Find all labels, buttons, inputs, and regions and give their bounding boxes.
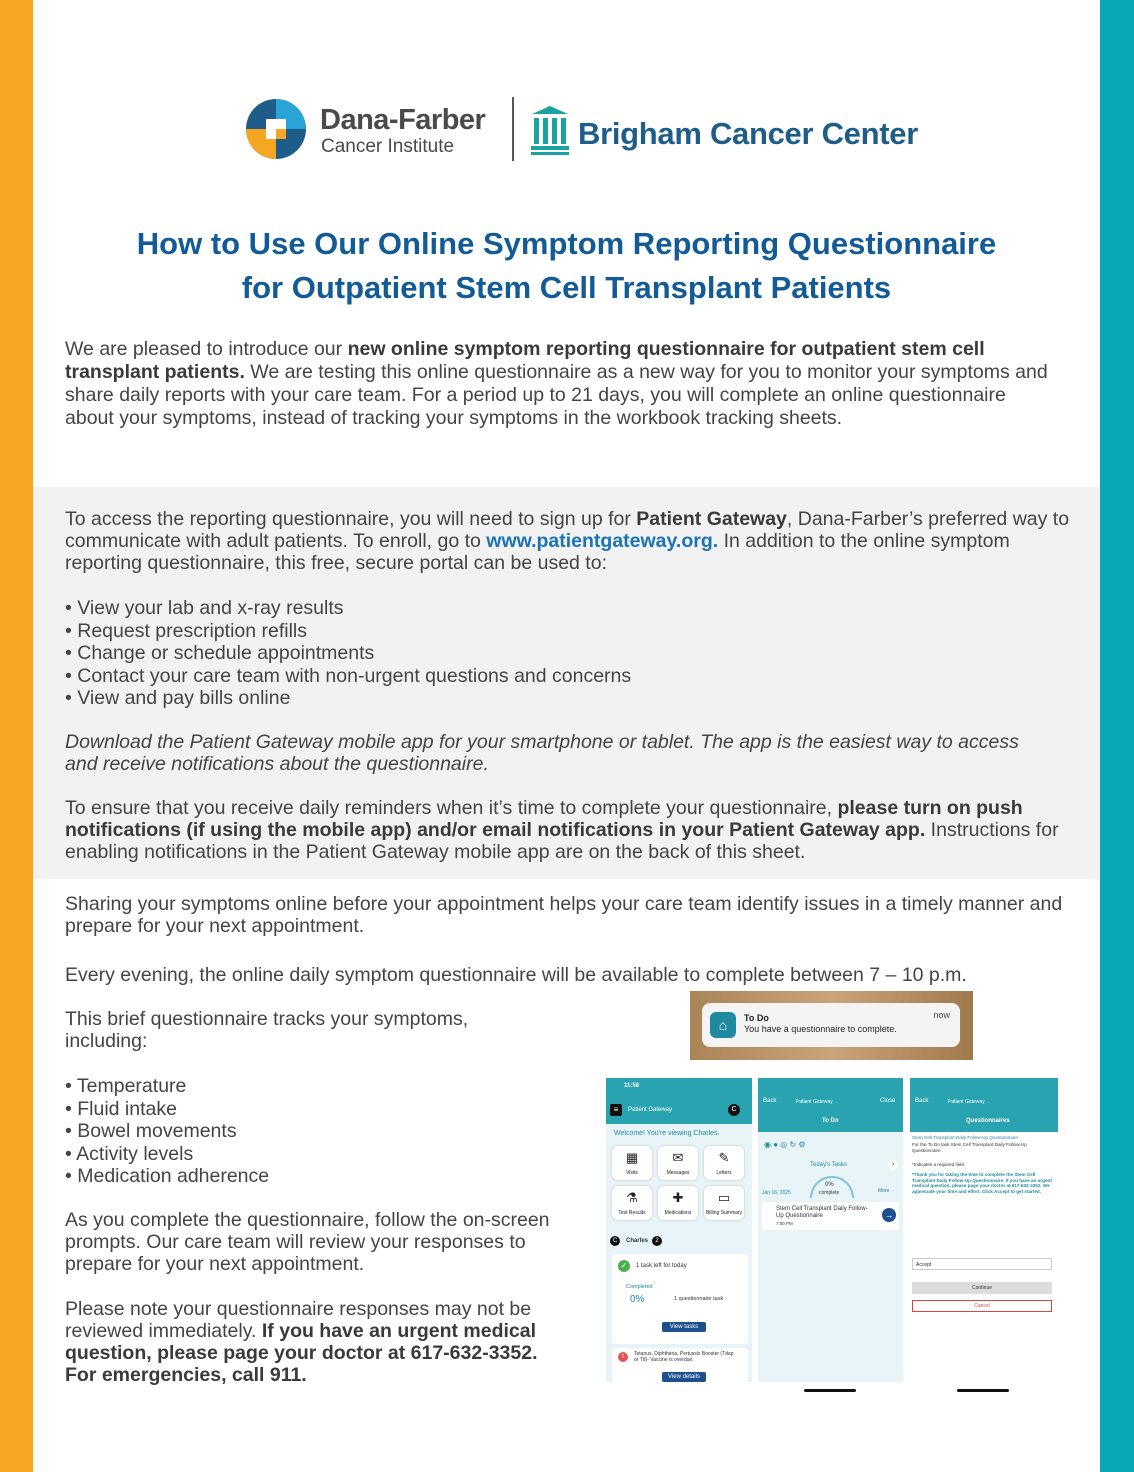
gauge-percent: 0% (825, 1182, 834, 1188)
complete-paragraph: As you complete the questionnaire, follow the on-screen prompts. Our care team will review your responses to prepare for your next appointment. (65, 1209, 550, 1275)
access-bold: Patient Gateway (636, 508, 787, 530)
dana-farber-subtitle: Cancer Institute (321, 136, 455, 157)
intro-paragraph (65, 338, 1055, 430)
dana-farber-name: Dana-Farber (320, 104, 486, 136)
intro-lead: We are pleased to introduce our (65, 338, 348, 360)
title-line-2: for Outpatient Stem Cell Transplant Patients (241, 270, 892, 305)
phone3-app-name: Patient Gateway (948, 1099, 985, 1105)
sharing-paragraph: Sharing your symptoms online before your appointment helps your care team identify issues in a timely manner and prepare for your next appointment. (65, 893, 1063, 937)
patient-gateway-link[interactable]: www.patientgateway.org. (486, 530, 719, 552)
logo-divider (512, 97, 514, 161)
phone-screenshot-questionnaire (910, 1078, 1058, 1382)
brigham-building-icon (530, 104, 570, 156)
gauge-label: complete (819, 1190, 840, 1196)
list-item: • Bowel movements (65, 1120, 269, 1143)
page-title (33, 222, 1100, 310)
menu-icon[interactable]: ≡ (610, 1104, 622, 1116)
list-item: • Medication adherence (65, 1165, 269, 1188)
notification-card (702, 1003, 960, 1047)
tile-label: Messages (666, 1170, 690, 1176)
download-note: Download the Patient Gateway mobile app for your smartphone or tablet. The app is the easiest way to access and receive notifications about the questionnaire. (65, 731, 1019, 775)
vaccine-text: Tetanus, Diphtheria, Pertussis Booster (Tdap or Td)- Vaccine is overdue. (634, 1351, 734, 1363)
symptoms-list (65, 1075, 269, 1188)
list-item: • Contact your care team with non-urgent questions and concerns (65, 665, 631, 688)
right-accent-stripe (1100, 0, 1134, 1472)
todays-tasks-label: Today's Tasks (810, 1162, 848, 1168)
chevron-right-icon[interactable]: › (888, 1160, 898, 1170)
left-accent-stripe (0, 0, 33, 1472)
back-button[interactable]: Back (915, 1098, 929, 1104)
phone2-app-name: Patient Gateway (796, 1099, 833, 1105)
billing-summary-tile[interactable]: ▭ Billing Summary (704, 1186, 744, 1220)
phone3-header (910, 1078, 1058, 1132)
list-item: • Change or schedule appointments (65, 642, 631, 665)
tile-label: Test Results (618, 1210, 646, 1216)
list-item: • Activity levels (65, 1143, 269, 1166)
list-item: • Request prescription refills (65, 620, 631, 643)
tab-to-do[interactable]: To Do (822, 1118, 839, 1124)
reminders-rest: Instructions for enabling notifications in the Patient Gateway mobile app are on the back of this sheet. (65, 819, 1059, 863)
note-bold: If you have an urgent medical question, please page your doctor at 617-632-3352. For emergencies, call 911. (65, 1320, 538, 1386)
vaccine-card[interactable] (612, 1348, 748, 1382)
intro-bold: new online symptom reporting questionnaire for outpatient stem cell transplant patients. (65, 338, 985, 383)
list-item: • Temperature (65, 1075, 269, 1098)
close-button[interactable]: Close (880, 1098, 896, 1104)
urgent-note-paragraph (65, 1298, 555, 1386)
reminders-paragraph (65, 797, 1075, 863)
dana-farber-logo-icon (245, 98, 307, 160)
letters-tile[interactable]: ✎ Letters (704, 1146, 744, 1180)
phone1-user: Charles (626, 1238, 649, 1244)
notification-title: To Do (744, 1013, 769, 1023)
notification-time: now (933, 1010, 950, 1020)
portal-uses-list (65, 597, 631, 710)
questionnaire-intro: For the To Do task Stem Cell Transplant Daily Follow-Up Questionnaire (912, 1142, 1027, 1153)
notification-badge: 2 (652, 1236, 662, 1246)
task-time: 7:00 PM (776, 1221, 793, 1226)
access-mid: , Dana-Farber’s preferred way to communicate with adult patients. To enroll, go to (65, 508, 1070, 552)
user-icon: C (610, 1236, 620, 1246)
list-item: • Fluid intake (65, 1098, 269, 1121)
home-indicator (957, 1389, 1009, 1392)
tasks-card[interactable] (612, 1254, 748, 1344)
accept-field[interactable]: Accept (912, 1258, 1052, 1270)
more-link[interactable]: More (878, 1188, 890, 1194)
brief-paragraph: This brief questionnaire tracks your symptoms, including: (65, 1008, 469, 1052)
tile-label: Billing Summary (705, 1210, 743, 1216)
list-item: • View your lab and x-ray results (65, 597, 631, 620)
continue-button[interactable]: Continue (912, 1282, 1052, 1294)
task-count: 1 questionnaire task (674, 1296, 724, 1302)
cancel-button[interactable]: Cancel (912, 1300, 1052, 1312)
app-building-icon: ⌂ (710, 1012, 736, 1038)
task-title: Stem Cell Transplant Daily Follow-Up Questionnaire (776, 1206, 868, 1219)
required-note: *Indicates a required field. (912, 1162, 966, 1167)
phone-screenshot-todo (758, 1078, 903, 1382)
phone1-time: 11:58 (624, 1083, 640, 1089)
reminders-bold: please turn on push notifications (if using the mobile app) and/or email notifications in your Patient Gateway app. (65, 797, 1023, 841)
tab-questionnaires[interactable]: Questionnaires (966, 1118, 1010, 1124)
back-button[interactable]: Back (763, 1098, 777, 1104)
tasks-left: 1 task left for today (636, 1263, 687, 1269)
arrow-right-icon[interactable]: → (882, 1208, 896, 1222)
phone2-header (758, 1078, 903, 1132)
questionnaire-title: Stem Cell Transplant Daily Follow-Up Questionnaire (912, 1135, 1018, 1140)
visits-tile[interactable]: ▦ Visits (612, 1146, 652, 1180)
thank-you-text: *Thank you for taking the time to complete the Stem Cell Transplant Daily Follow-Up Questionnaire. If you have an urgent medical question, please page your doctor at 617-632-3352. We appreciate your time and effort. Click Accept to get started. (912, 1172, 1052, 1194)
intro-rest: We are testing this online questionnaire as a new way for you to monitor your symptoms and share daily reports with your care team. For a period up to 21 days, you will complete an online questionnaire about your symptoms, instead of tracking your symptoms in the workbook tracking sheets. (65, 361, 1048, 429)
phone1-app-name: Patient Gateway (628, 1107, 673, 1113)
phone-screenshot-home (606, 1078, 752, 1382)
tile-label: Visits (626, 1170, 638, 1176)
access-rest: In addition to the online symptom reporting questionnaire, this free, secure portal can be used to: (65, 530, 1010, 574)
messages-tile[interactable]: ✉ Messages (658, 1146, 698, 1180)
reminders-lead: To ensure that you receive daily reminders when it’s time to complete your questionnaire, (65, 797, 838, 819)
check-icon: ✓ (618, 1260, 630, 1272)
questionnaire-task-row[interactable] (762, 1202, 899, 1230)
tile-label: Letters (716, 1170, 732, 1176)
evening-paragraph: Every evening, the online daily symptom questionnaire will be available to complete between 7 – 10 p.m. (65, 964, 967, 986)
access-lead: To access the reporting questionnaire, you will need to sign up for (65, 508, 637, 530)
phone1-header (606, 1078, 752, 1124)
todo-date: Jan 16, 2025 (762, 1190, 791, 1196)
completed-label: Completed (626, 1284, 653, 1290)
home-indicator (804, 1389, 856, 1392)
note-lead: Please note your questionnaire responses may not be reviewed immediately. (65, 1298, 532, 1342)
brigham-cancer-center-name: Brigham Cancer Center (578, 116, 918, 151)
test-results-tile[interactable]: ⚗ Test Results (612, 1186, 652, 1220)
title-line-1: How to Use Our Online Symptom Reporting Questionnaire (136, 226, 997, 261)
todo-icons-row: ◉ ● ◎ ↻ ⚙ (764, 1140, 806, 1149)
list-item: • View and pay bills online (65, 687, 631, 710)
medications-tile[interactable]: ✚ Medications (658, 1186, 698, 1220)
bell-icon: ! (618, 1352, 628, 1362)
tile-label: Medications (664, 1210, 692, 1216)
completed-percent: 0% (630, 1294, 645, 1305)
view-details-button[interactable]: View details (662, 1372, 706, 1382)
notification-text: You have a questionnaire to complete. (744, 1024, 897, 1034)
avatar[interactable]: C (728, 1104, 740, 1116)
view-tasks-button[interactable]: View tasks (662, 1322, 706, 1332)
phone1-welcome: Welcome! You're viewing Charles. (614, 1130, 720, 1137)
access-paragraph (65, 508, 1075, 574)
